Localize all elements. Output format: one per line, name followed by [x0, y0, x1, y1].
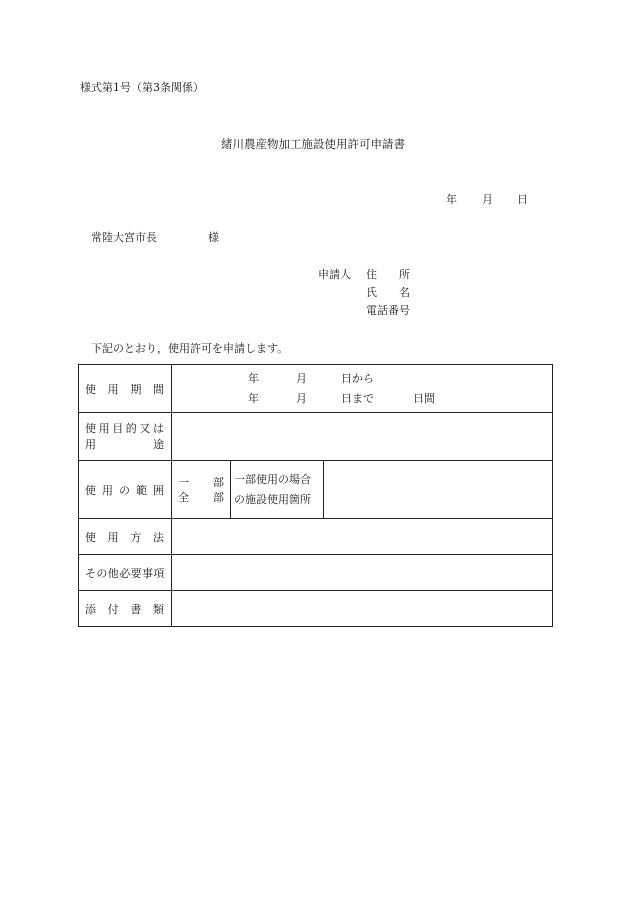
period-to-year: 年 — [248, 392, 259, 405]
attachments-label-char-4: 類 — [152, 602, 164, 616]
method-row — [79, 519, 553, 555]
scope-label-char-5: 囲 — [153, 483, 164, 497]
date-day-label: 日 — [517, 193, 528, 206]
period-label-char-2: 用 — [107, 382, 119, 396]
scope-whole-char-1: 全 — [178, 490, 189, 504]
purpose-value-cell[interactable] — [172, 413, 553, 461]
purpose-label-char-8: 途 — [153, 437, 164, 451]
scope-row — [79, 461, 553, 519]
method-label-char-2: 用 — [107, 530, 119, 544]
period-label-cell — [79, 365, 172, 413]
applicant-name-char-2: 名 — [399, 286, 410, 299]
method-label-char-1: 使 — [85, 530, 96, 544]
addressee-honorific: 様 — [208, 231, 219, 244]
purpose-label-char-3: 目 — [112, 421, 124, 435]
purpose-row — [79, 413, 553, 461]
scope-whole-char-2: 部 — [213, 490, 224, 504]
scope-choice-cell[interactable] — [172, 461, 231, 519]
scope-label-char-1: 使 — [85, 483, 96, 497]
period-value-cell[interactable] — [172, 365, 553, 413]
scope-note-line-2: の施設使用箇所 — [234, 492, 311, 506]
attachments-value-cell[interactable] — [172, 591, 553, 627]
other-row — [79, 555, 553, 591]
scope-label-char-3: の — [119, 483, 130, 497]
page-title: 緒川農産物加工施設使用許可申請書 — [221, 137, 405, 151]
applicant-phone-label: 電話番号 — [366, 304, 410, 317]
period-from-month: 月 — [296, 372, 307, 385]
purpose-label-char-5: 又 — [139, 421, 151, 435]
scope-label-char-2: 用 — [102, 483, 113, 497]
period-label-char-3: 期 — [130, 382, 142, 396]
attachments-label-char-1: 添 — [85, 602, 96, 616]
date-month-label: 月 — [482, 193, 493, 206]
applicant-address-char-1: 住 — [366, 268, 377, 281]
other-label-cell — [79, 555, 172, 591]
method-value-cell[interactable] — [172, 519, 553, 555]
addressee-name: 常陸大宮市長 — [91, 231, 157, 244]
period-to-month: 月 — [296, 392, 307, 405]
date-year-label: 年 — [446, 193, 457, 206]
period-label-char-4: 間 — [152, 382, 164, 396]
applicant-name-char-1: 氏 — [366, 286, 377, 299]
scope-partial-char-2: 部 — [213, 475, 224, 489]
period-label-char-1: 使 — [85, 382, 96, 396]
scope-partial-char-1: 一 — [178, 475, 189, 489]
period-total-days: 日間 — [413, 392, 435, 405]
method-label-cell — [79, 519, 172, 555]
application-table — [78, 364, 553, 627]
scope-note-line-1: 一部使用の場合 — [234, 472, 311, 486]
applicant-label: 申請人 — [318, 268, 351, 281]
scope-label-char-4: 範 — [136, 483, 147, 497]
attachments-label-char-2: 付 — [107, 602, 119, 616]
purpose-label-char-6: は — [152, 421, 164, 435]
period-from-day: 日から — [341, 372, 374, 385]
other-value-cell[interactable] — [172, 555, 553, 591]
form-number: 様式第1号（第3条関係） — [80, 81, 204, 94]
attachments-row — [79, 591, 553, 627]
attachments-label-char-3: 書 — [130, 602, 142, 616]
other-label: その他必要事項 — [85, 566, 165, 580]
purpose-label-char-4: 的 — [125, 421, 137, 435]
scope-location-cell[interactable] — [324, 461, 553, 519]
scope-label-cell — [79, 461, 172, 519]
period-to-day: 日まで — [341, 392, 374, 405]
attachments-label-cell — [79, 591, 172, 627]
method-label-char-4: 法 — [152, 530, 164, 544]
scope-note-cell — [231, 461, 324, 519]
period-row — [79, 365, 553, 413]
intro-text: 下記のとおり，使用許可を申請します。 — [91, 342, 289, 355]
period-from-year: 年 — [248, 372, 259, 385]
purpose-label-cell — [79, 413, 172, 461]
purpose-label-char-7: 用 — [85, 437, 96, 451]
method-label-char-3: 方 — [130, 530, 142, 544]
purpose-label-char-1: 使 — [85, 421, 96, 435]
purpose-label-char-2: 用 — [98, 421, 110, 435]
applicant-address-char-2: 所 — [399, 268, 410, 281]
